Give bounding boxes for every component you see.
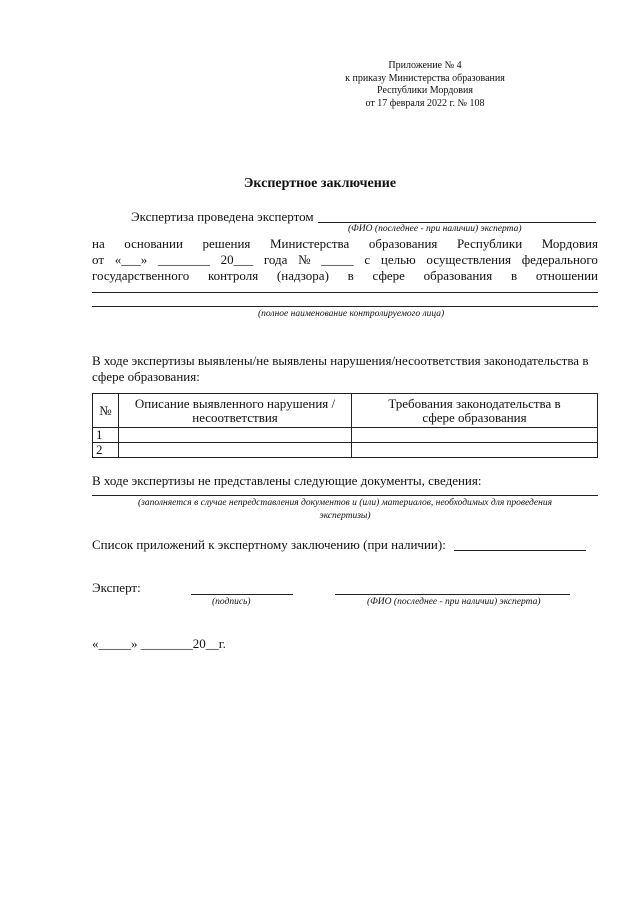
missing-docs-hint-1: (заполняется в случае непредставления документов и (или) материалов, необходимых для проведения [137, 498, 552, 508]
row-description-cell[interactable] [119, 443, 352, 458]
missing-docs-text: В ходе экспертизы не представлены следующие документы, сведения: [92, 473, 482, 488]
basis-word: Республики [456, 236, 523, 251]
row-number: 2 [93, 443, 119, 458]
column-requirements-header: Требования законодательства в сфере образования [352, 394, 598, 428]
table-row [93, 428, 598, 443]
violations-table [92, 393, 598, 458]
missing-docs-hint-2: экспертизы) [319, 511, 371, 521]
attachments-field[interactable] [454, 550, 586, 551]
decision-word: № [298, 252, 311, 267]
row-number: 1 [93, 428, 119, 443]
expert-name-hint: (ФИО (последнее - при наличии) эксперта) [348, 224, 522, 234]
control-word: в [510, 268, 518, 283]
table-row [93, 443, 598, 458]
decision-year-field[interactable]: 20___ [220, 252, 254, 267]
expert-label: Экспертиза проведена экспертом [131, 209, 314, 224]
appendix-number: Приложение № 4 [388, 60, 462, 71]
decision-date-line [92, 252, 598, 268]
decision-word: года [263, 252, 288, 267]
missing-docs-field[interactable] [92, 495, 598, 496]
control-word: контроля [207, 268, 259, 283]
entity-name-field[interactable] [92, 292, 598, 293]
row-requirements-cell[interactable] [352, 428, 598, 443]
row-requirements-cell[interactable] [352, 443, 598, 458]
appendix-header [305, 60, 545, 110]
basis-word: Министерства [269, 236, 350, 251]
basis-line [92, 236, 598, 252]
expert-signature-label: Эксперт: [92, 580, 141, 595]
decision-word: федерального [521, 252, 598, 267]
basis-word: решения [202, 236, 251, 251]
basis-word: образования [368, 236, 438, 251]
table-header-row [93, 394, 598, 428]
control-word: отношении [535, 268, 598, 283]
control-word: образования [423, 268, 493, 283]
violations-text-1: В ходе экспертизы выявлены/не выявлены нарушения/несоответствия законодательства в [92, 353, 589, 368]
appendix-date: от 17 февраля 2022 г. № 108 [365, 97, 485, 109]
decision-word: от [92, 252, 105, 267]
decision-word: с [364, 252, 371, 267]
decision-day-field[interactable]: «___» [114, 252, 148, 267]
row-description-cell[interactable] [119, 428, 352, 443]
attachments-text: Список приложений к экспертному заключению (при наличии): [92, 537, 446, 552]
appendix-republic: Республики Мордовия [377, 85, 473, 96]
appendix-order: к приказу Министерства образования [345, 72, 505, 84]
control-word: в [347, 268, 354, 283]
control-word: (надзора) [276, 268, 329, 283]
control-word: государственного [92, 268, 190, 283]
column-description-header: Описание выявленного нарушения /несоответствия [119, 394, 352, 428]
control-line [92, 268, 598, 284]
violations-text-2: сфере образования: [92, 369, 200, 384]
control-word: сфере [372, 268, 405, 283]
signature-field[interactable] [191, 594, 293, 595]
expert-name-field[interactable] [318, 222, 596, 223]
document-title: Экспертное заключение [243, 176, 397, 191]
expert-fullname-hint: (ФИО (последнее - при наличии) эксперта) [367, 597, 541, 607]
expert-fullname-field[interactable] [335, 594, 570, 595]
decision-word: целью [380, 252, 416, 267]
decision-number-field[interactable]: _____ [321, 252, 354, 267]
basis-word: на [92, 236, 105, 251]
column-number-header: № [93, 394, 119, 428]
date-line[interactable]: «_____» ________20__г. [92, 636, 226, 651]
basis-word: основании [124, 236, 183, 251]
entity-name-hint: (полное наименование контролируемого лица) [258, 309, 445, 319]
signature-hint: (подпись) [212, 597, 251, 607]
decision-month-field[interactable]: ________ [157, 252, 210, 267]
entity-name-field-2[interactable] [92, 306, 598, 307]
basis-word: Мордовия [541, 236, 598, 251]
decision-word: осуществления [426, 252, 512, 267]
